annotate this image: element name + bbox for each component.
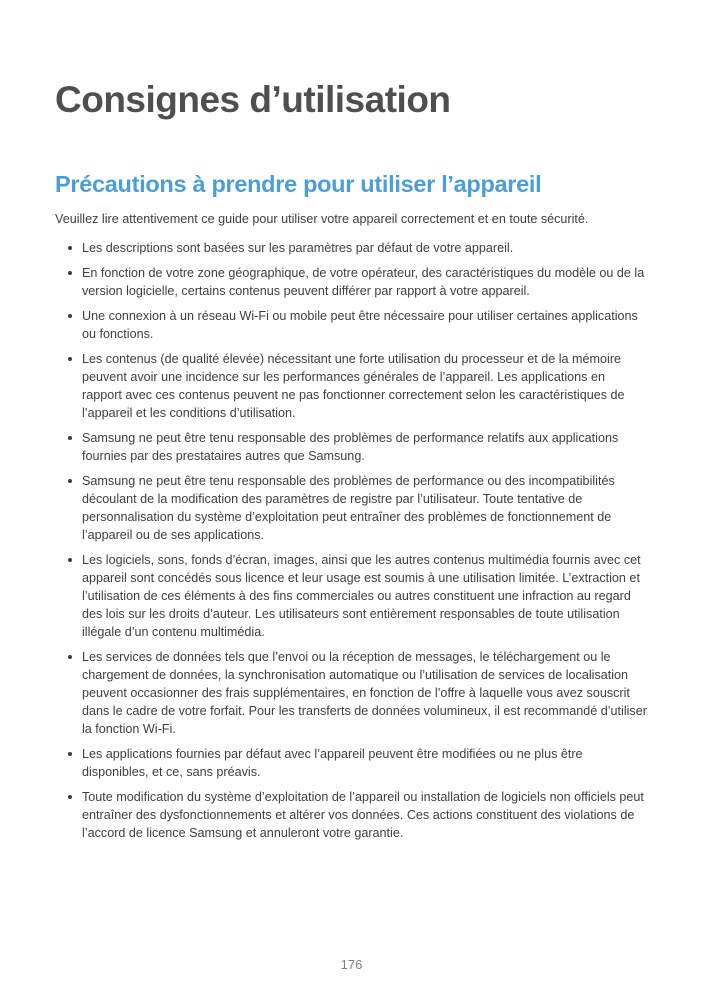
list-item: Les applications fournies par défaut avec l’appareil peuvent être modifiées ou ne plus être disponibles, et ce, sans préavis.: [55, 745, 648, 781]
list-item: Les logiciels, sons, fonds d’écran, images, ainsi que les autres contenus multimédia fournis avec cet appareil sont concédés sous licence et leur usage est soumis à une utilisation limitée. L’extraction et l’utilisation de ces éléments à des fins commerciales ou autres constituent une infraction au regard des lois sur les droits d’auteur. Les utilisateurs sont entièrement responsables de toute utilisation illégale d’un contenu multimédia.: [55, 551, 648, 641]
intro-paragraph: Veuillez lire attentivement ce guide pour utiliser votre appareil correctement et en toute sécurité.: [55, 211, 589, 226]
list-item: Une connexion à un réseau Wi-Fi ou mobile peut être nécessaire pour utiliser certaines applications ou fonctions.: [55, 307, 648, 343]
chapter-title: Consignes d’utilisation: [55, 79, 451, 120]
page-number: 176: [340, 957, 363, 972]
list-item: Toute modification du système d’exploitation de l’appareil ou installation de logiciels non officiels peut entraîner des dysfonctionnements et altérer vos données. Ces actions constituent des violations de l’accord de licence Samsung et annuleront votre garantie.: [55, 788, 648, 842]
list-item: En fonction de votre zone géographique, de votre opérateur, des caractéristiques du modèle ou de la version logicielle, certains contenus peuvent différer par rapport à votre appareil.: [55, 264, 648, 300]
section-heading: Précautions à prendre pour utiliser l’appareil: [55, 170, 542, 197]
list-item: Les contenus (de qualité élevée) nécessitant une forte utilisation du processeur et de la mémoire peuvent avoir une incidence sur les performances générales de l’appareil. Les applications en rapport avec ces contenus peuvent ne pas fonctionner correctement selon les caractéristiques de l’appareil et les conditions d’utilisation.: [55, 350, 648, 422]
list-item: Les descriptions sont basées sur les paramètres par défaut de votre appareil.: [55, 239, 648, 257]
precautions-list: [55, 239, 648, 842]
list-item: Samsung ne peut être tenu responsable des problèmes de performance relatifs aux applications fournies par des prestataires autres que Samsung.: [55, 429, 648, 465]
list-item: Les services de données tels que l’envoi ou la réception de messages, le téléchargement ou le chargement de données, la synchronisation automatique ou l’utilisation de services de localisation peuvent occasionner des frais supplémentaires, en fonction de l’offre à laquelle vous avez souscrit dans le cadre de votre forfait. Pour les transferts de données volumineux, il est recommandé d’utiliser la fonction Wi-Fi.: [55, 648, 648, 738]
list-item: Samsung ne peut être tenu responsable des problèmes de performance ou des incompatibilités découlant de la modification des paramètres de registre par l’utilisateur. Toute tentative de personnalisation du système d’exploitation peut entraîner des problèmes de fonctionnement de l’appareil ou de ses applications.: [55, 472, 648, 544]
